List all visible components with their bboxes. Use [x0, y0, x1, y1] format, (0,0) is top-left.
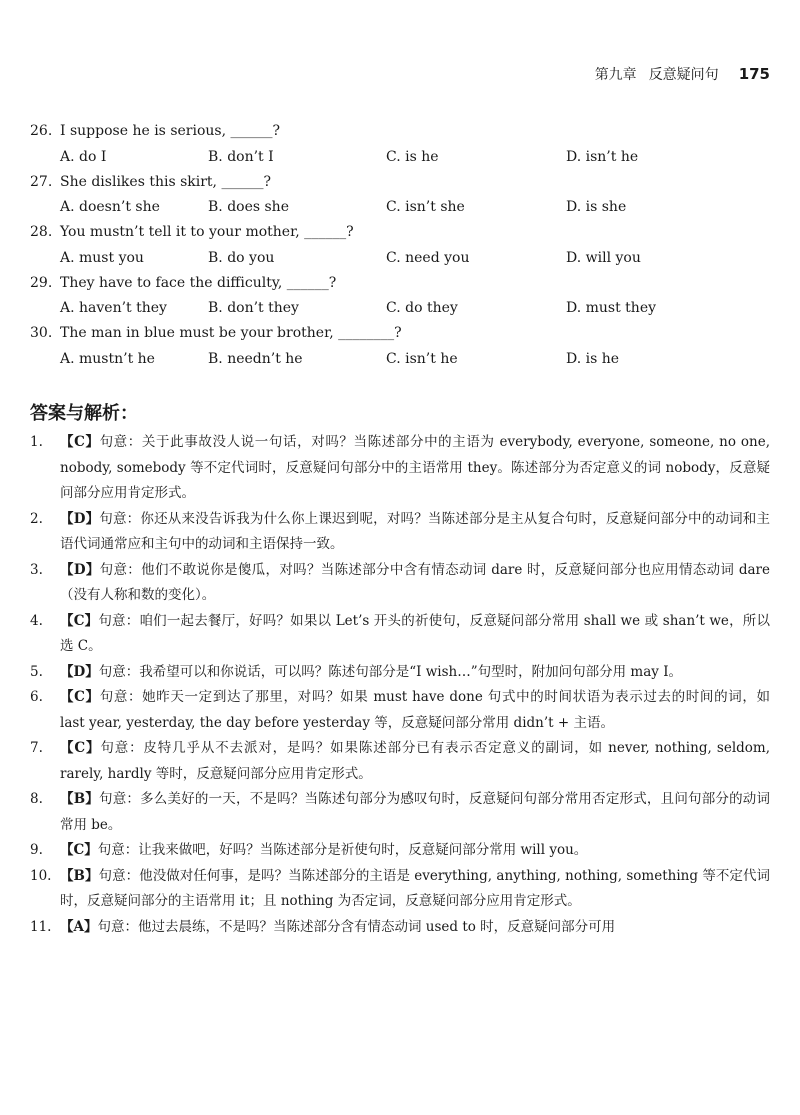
answer-body — [60, 609, 770, 660]
question-number: 28. — [30, 224, 53, 240]
answer-key: 【C】 — [60, 842, 98, 858]
answer-number: 7. — [30, 740, 43, 756]
question-stem — [30, 321, 770, 346]
answer-explanation: 句意：她昨天一定到达了那里，对吗？如果 must have done 句式中的时间状语为表示过去的时间的词，如 last year, yesterday, the day before yesterday 等，反意疑问部分常用 didn’t + 主语。 — [60, 689, 771, 731]
answer-item — [30, 685, 770, 736]
answer-explanation: 句意：我希望可以和你说话，可以吗？陈述句部分是“I wish…”句型时，附加问句部分用 may I。 — [98, 663, 683, 680]
option-d: D. will you — [566, 249, 641, 266]
answer-body — [60, 660, 770, 686]
question-text: The man in blue must be your brother, ________? — [60, 325, 402, 341]
question-text: She dislikes this skirt, ______? — [60, 173, 271, 190]
answer-item — [30, 507, 770, 558]
page-number: 175 — [738, 65, 770, 83]
answer-body — [60, 787, 770, 838]
answer-number: 1. — [30, 434, 43, 450]
option-d: D. isn’t he — [566, 148, 639, 165]
answer-body — [60, 685, 770, 736]
question-item — [30, 170, 770, 221]
answer-key: 【C】 — [60, 689, 100, 705]
question-number: 29. — [30, 274, 53, 291]
answer-body — [60, 915, 770, 941]
answer-number: 6. — [30, 689, 43, 705]
answer-key: 【D】 — [60, 561, 100, 578]
answer-key: 【C】 — [60, 612, 99, 629]
option-c: C. isn’t she — [386, 199, 465, 215]
question-stem — [30, 220, 770, 245]
answer-item — [30, 609, 770, 660]
answer-item — [30, 915, 770, 941]
answer-explanation: 句意：关于此事故没人说一句话，对吗？当陈述部分中的主语为 everybody, everyone, someone, no one, nobody, somebody 等不定代词时，反意疑问句部分中的主语常用 they。陈述部分为否定意义的词 nobody，反意疑问部分应用肯定形式。 — [60, 434, 770, 501]
option-a: A. haven’t they — [60, 300, 167, 316]
options-row — [30, 194, 770, 220]
option-d: D. is she — [566, 199, 627, 215]
page-header — [595, 64, 770, 84]
answer-number: 9. — [30, 842, 43, 858]
option-c: C. is he — [386, 148, 439, 165]
answer-number: 4. — [30, 612, 43, 629]
answer-explanation: 句意：咱们一起去餐厅，好吗？如果以 Let’s 开头的祈使句，反意疑问部分常用 shall we 或 shan’t we，所以选 C。 — [60, 612, 770, 654]
options-row — [30, 144, 770, 170]
option-a: A. doesn’t she — [60, 199, 160, 215]
answer-body — [60, 736, 770, 787]
answer-number: 11. — [30, 918, 52, 935]
answer-item — [30, 558, 770, 609]
option-b: B. don’t I — [208, 148, 274, 165]
option-c: C. need you — [386, 249, 470, 266]
question-list — [30, 119, 770, 372]
option-d: D. is he — [566, 350, 620, 367]
option-b: B. don’t they — [208, 300, 299, 316]
answers-heading: 答案与解析： — [30, 403, 138, 424]
answer-number: 3. — [30, 561, 43, 578]
answer-item — [30, 838, 770, 864]
answer-list — [30, 430, 770, 940]
answer-item — [30, 660, 770, 686]
answer-body — [60, 558, 770, 609]
answer-item — [30, 430, 770, 507]
answer-explanation: 句意：他们不敢说你是傻瓜，对吗？当陈述部分中含有情态动词 dare 时，反意疑问部分也应用情态动词 dare（没有人称和数的变化）。 — [60, 561, 770, 603]
answer-explanation: 句意：多么美好的一天，不是吗？当陈述句部分为感叹句时，反意疑问句部分常用否定形式，且问句部分的动词常用 be。 — [60, 791, 770, 833]
question-text: I suppose he is serious, ______? — [60, 123, 280, 139]
answer-item — [30, 864, 770, 915]
answer-explanation: 句意：让我来做吧，好吗？当陈述部分是祈使句时，反意疑问部分常用 will you。 — [97, 842, 588, 858]
option-b: B. do you — [208, 249, 275, 266]
answer-key: 【D】 — [60, 663, 99, 680]
question-item — [30, 220, 770, 271]
answer-number: 8. — [30, 791, 43, 807]
options-row — [30, 295, 770, 321]
question-item — [30, 321, 770, 372]
option-a: A. must you — [60, 249, 144, 266]
answer-explanation: 句意：他没做对任何事，是吗？当陈述部分的主语是 everything, anything, nothing, something 等不定代词时，反意疑问部分的主语常用 it；且 nothing 为否定词，反意疑问部分应用肯定形式。 — [60, 867, 770, 909]
chapter-label: 第九章 — [594, 67, 637, 83]
answer-number: 5. — [30, 663, 43, 680]
option-b: B. needn’t he — [208, 350, 303, 367]
question-stem — [30, 170, 770, 195]
answer-item — [30, 736, 770, 787]
answer-explanation: 句意：你还从来没告诉我为什么你上课迟到呢，对吗？当陈述部分是主从复合句时，反意疑问部分中的动词和主语代词通常应和主句中的动词和主语保持一致。 — [60, 510, 771, 552]
answer-explanation: 句意：他过去晨练，不是吗？当陈述部分含有情态动词 used to 时，反意疑问部分可用 — [97, 918, 616, 935]
option-a: A. do I — [60, 148, 107, 165]
option-b: B. does she — [208, 199, 289, 215]
question-stem — [30, 119, 770, 144]
question-text: They have to face the difficulty, ______? — [60, 274, 337, 291]
chapter-title: 反意疑问句 — [648, 67, 719, 83]
option-a: A. mustn’t he — [60, 350, 155, 367]
option-d: D. must they — [566, 300, 657, 316]
options-row — [30, 245, 770, 271]
answer-body — [60, 507, 770, 558]
answer-body — [60, 838, 770, 864]
answer-key: 【A】 — [60, 918, 98, 935]
answer-item — [30, 787, 770, 838]
question-number: 30. — [30, 325, 53, 341]
answer-number: 10. — [30, 867, 52, 884]
question-item — [30, 119, 770, 170]
answer-explanation: 句意：皮特几乎从不去派对，是吗？如果陈述部分已有表示否定意义的副词，如 never, nothing, seldom, rarely, hardly 等时，反意疑问部分应用肯定形式。 — [60, 740, 771, 782]
answer-key: 【B】 — [60, 867, 99, 884]
options-row — [30, 346, 770, 372]
question-number: 26. — [30, 123, 53, 139]
question-item — [30, 271, 770, 322]
answer-key: 【C】 — [60, 434, 100, 450]
answer-key: 【C】 — [60, 740, 101, 756]
question-text: You mustn’t tell it to your mother, ______? — [60, 224, 354, 240]
answer-body — [60, 430, 770, 507]
answer-body — [60, 864, 770, 915]
answer-key: 【B】 — [60, 791, 100, 807]
question-number: 27. — [30, 173, 53, 190]
answer-key: 【D】 — [60, 510, 100, 527]
option-c: C. do they — [386, 300, 458, 316]
question-stem — [30, 271, 770, 296]
answer-number: 2. — [30, 510, 43, 527]
option-c: C. isn’t he — [386, 350, 458, 367]
